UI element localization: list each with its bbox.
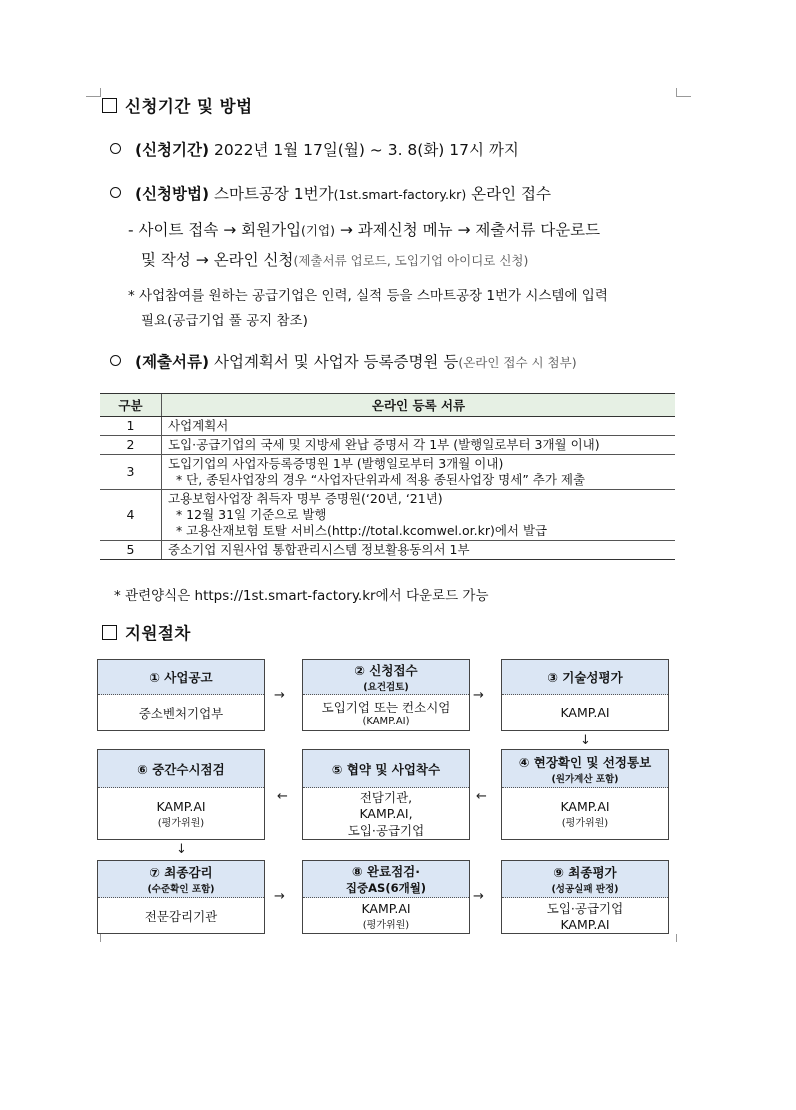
section-title-procedure: 지원절차 — [102, 620, 191, 644]
page-corner-mark — [86, 88, 101, 97]
forms-download-note: * 관련양식은 https://1st.smart-factory.kr에서 다운로드 가능 — [114, 588, 489, 604]
arrow-right-icon: → — [274, 889, 285, 904]
table-row — [100, 455, 675, 490]
supplier-note-line2: 필요(공급기업 풀 공지 참조) — [141, 313, 308, 329]
step-title: ⑧ 완료점검· 집중AS(6개월) — [303, 861, 469, 898]
step-body: 도입·공급기업 KAMP.AI — [546, 901, 624, 932]
checkbox-square-icon — [102, 98, 117, 113]
table-row — [100, 541, 675, 560]
method-steps-line1: - 사이트 접속 → 회원가입(기업) → 과제신청 메뉴 → 제출서류 다운로드 — [128, 221, 601, 239]
table-header-docs: 온라인 등록 서류 — [162, 394, 676, 417]
row-number: 4 — [100, 490, 162, 541]
step-3-box — [501, 659, 669, 731]
arrow-right-icon: → — [473, 688, 484, 703]
table-row — [100, 417, 675, 436]
row-document — [162, 541, 676, 560]
step-6-box — [97, 749, 265, 840]
table-header-row — [100, 394, 675, 417]
page-corner-mark — [676, 934, 691, 942]
step-title: ⑤ 협약 및 사업착수 — [303, 750, 469, 788]
page-corner-mark — [86, 934, 101, 942]
step-body: 중소벤처기업부 — [138, 705, 224, 721]
step-body: KAMP.AI (평가위원) — [361, 900, 411, 931]
step-body: 도입기업 또는 컨소시엄 (KAMP.AI) — [321, 700, 451, 727]
row-document — [162, 436, 676, 455]
row-number: 5 — [100, 541, 162, 560]
step-body: 전담기관, KAMP.AI, 도입·공급기업 — [347, 790, 425, 838]
table-row — [100, 436, 675, 455]
step-title: ③ 기술성평가 — [502, 660, 668, 695]
step-7-box — [97, 860, 265, 934]
page-corner-mark — [676, 88, 691, 97]
row-text: 중소기업 지원사업 통합관리시스템 정보활용동의서 1부 — [168, 542, 470, 557]
step-5-box — [302, 749, 470, 840]
documents-table — [100, 393, 675, 560]
row-number: 3 — [100, 455, 162, 490]
supplier-note-line1: * 사업참여를 원하는 공급기업은 인력, 실적 등을 스마트공장 1번가 시스템에 입력 — [128, 288, 608, 304]
step-body: 전문감리기관 — [144, 908, 218, 924]
row-text: * 단, 종된사업장의 경우 “사업자단위과세 적용 종된사업장 명세” 추가 제출 — [168, 472, 586, 487]
step-title: ④ 현장확인 및 선정통보 (원가계산 포함) — [502, 750, 668, 788]
row-text: 도입기업의 사업자등록증명원 1부 (발행일로부터 3개월 이내) — [168, 456, 504, 471]
checkbox-square-icon — [102, 625, 117, 640]
arrow-right-icon: → — [473, 889, 484, 904]
step-4-box — [501, 749, 669, 840]
arrow-left-icon: ← — [277, 789, 288, 804]
step-body: KAMP.AI — [560, 705, 610, 720]
step-title: ① 사업공고 — [98, 660, 264, 695]
row-number: 1 — [100, 417, 162, 436]
step-8-box — [302, 860, 470, 934]
row-document — [162, 490, 676, 541]
application-method: (신청방법) 스마트공장 1번가(1st.smart-factory.kr) 온라인 접수 — [110, 182, 551, 204]
table-header-no: 구분 — [100, 394, 162, 417]
arrow-right-icon: → — [274, 688, 285, 703]
arrow-left-icon: ← — [476, 789, 487, 804]
step-title: ⑥ 중간수시점검 — [98, 750, 264, 788]
circle-bullet-icon — [110, 355, 121, 366]
row-text: 사업계획서 — [168, 418, 229, 433]
step-9-box — [501, 860, 669, 934]
row-text: * 12월 31일 기준으로 발행 — [168, 507, 327, 522]
required-documents: (제출서류) 사업계획서 및 사업자 등록증명원 등(온라인 접수 시 첨부) — [110, 350, 577, 372]
row-text: 고용보험사업장 취득자 명부 증명원(‘20년, ‘21년) — [168, 491, 443, 506]
row-document — [162, 417, 676, 436]
method-steps-line2: 및 작성 → 온라인 신청(제출서류 업로드, 도입기업 아이디로 신청) — [141, 251, 529, 269]
arrow-down-icon: ↓ — [176, 842, 187, 857]
row-text: 도입·공급기업의 국세 및 지방세 완납 증명서 각 1부 (발행일로부터 3개월 이내) — [168, 437, 600, 452]
circle-bullet-icon — [110, 187, 121, 198]
step-2-box — [302, 659, 470, 731]
circle-bullet-icon — [110, 143, 121, 154]
application-period: (신청기간) 2022년 1월 17일(월) ~ 3. 8(화) 17시 까지 — [110, 138, 519, 160]
section-title-application: 신청기간 및 방법 — [102, 93, 253, 117]
arrow-down-icon: ↓ — [580, 733, 591, 748]
step-1-box — [97, 659, 265, 731]
row-document — [162, 455, 676, 490]
row-text: * 고용산재보험 토탈 서비스(http://total.kcomwel.or.kr)에서 발급 — [168, 523, 548, 538]
row-number: 2 — [100, 436, 162, 455]
table-row — [100, 490, 675, 541]
step-body: KAMP.AI (평가위원) — [560, 798, 610, 829]
step-title: ⑨ 최종평가 (성공실패 판정) — [502, 861, 668, 898]
step-title: ⑦ 최종감리 (수준확인 포함) — [98, 861, 264, 898]
step-title: ② 신청접수 (요건검토) — [303, 660, 469, 695]
step-body: KAMP.AI (평가위원) — [156, 798, 206, 829]
